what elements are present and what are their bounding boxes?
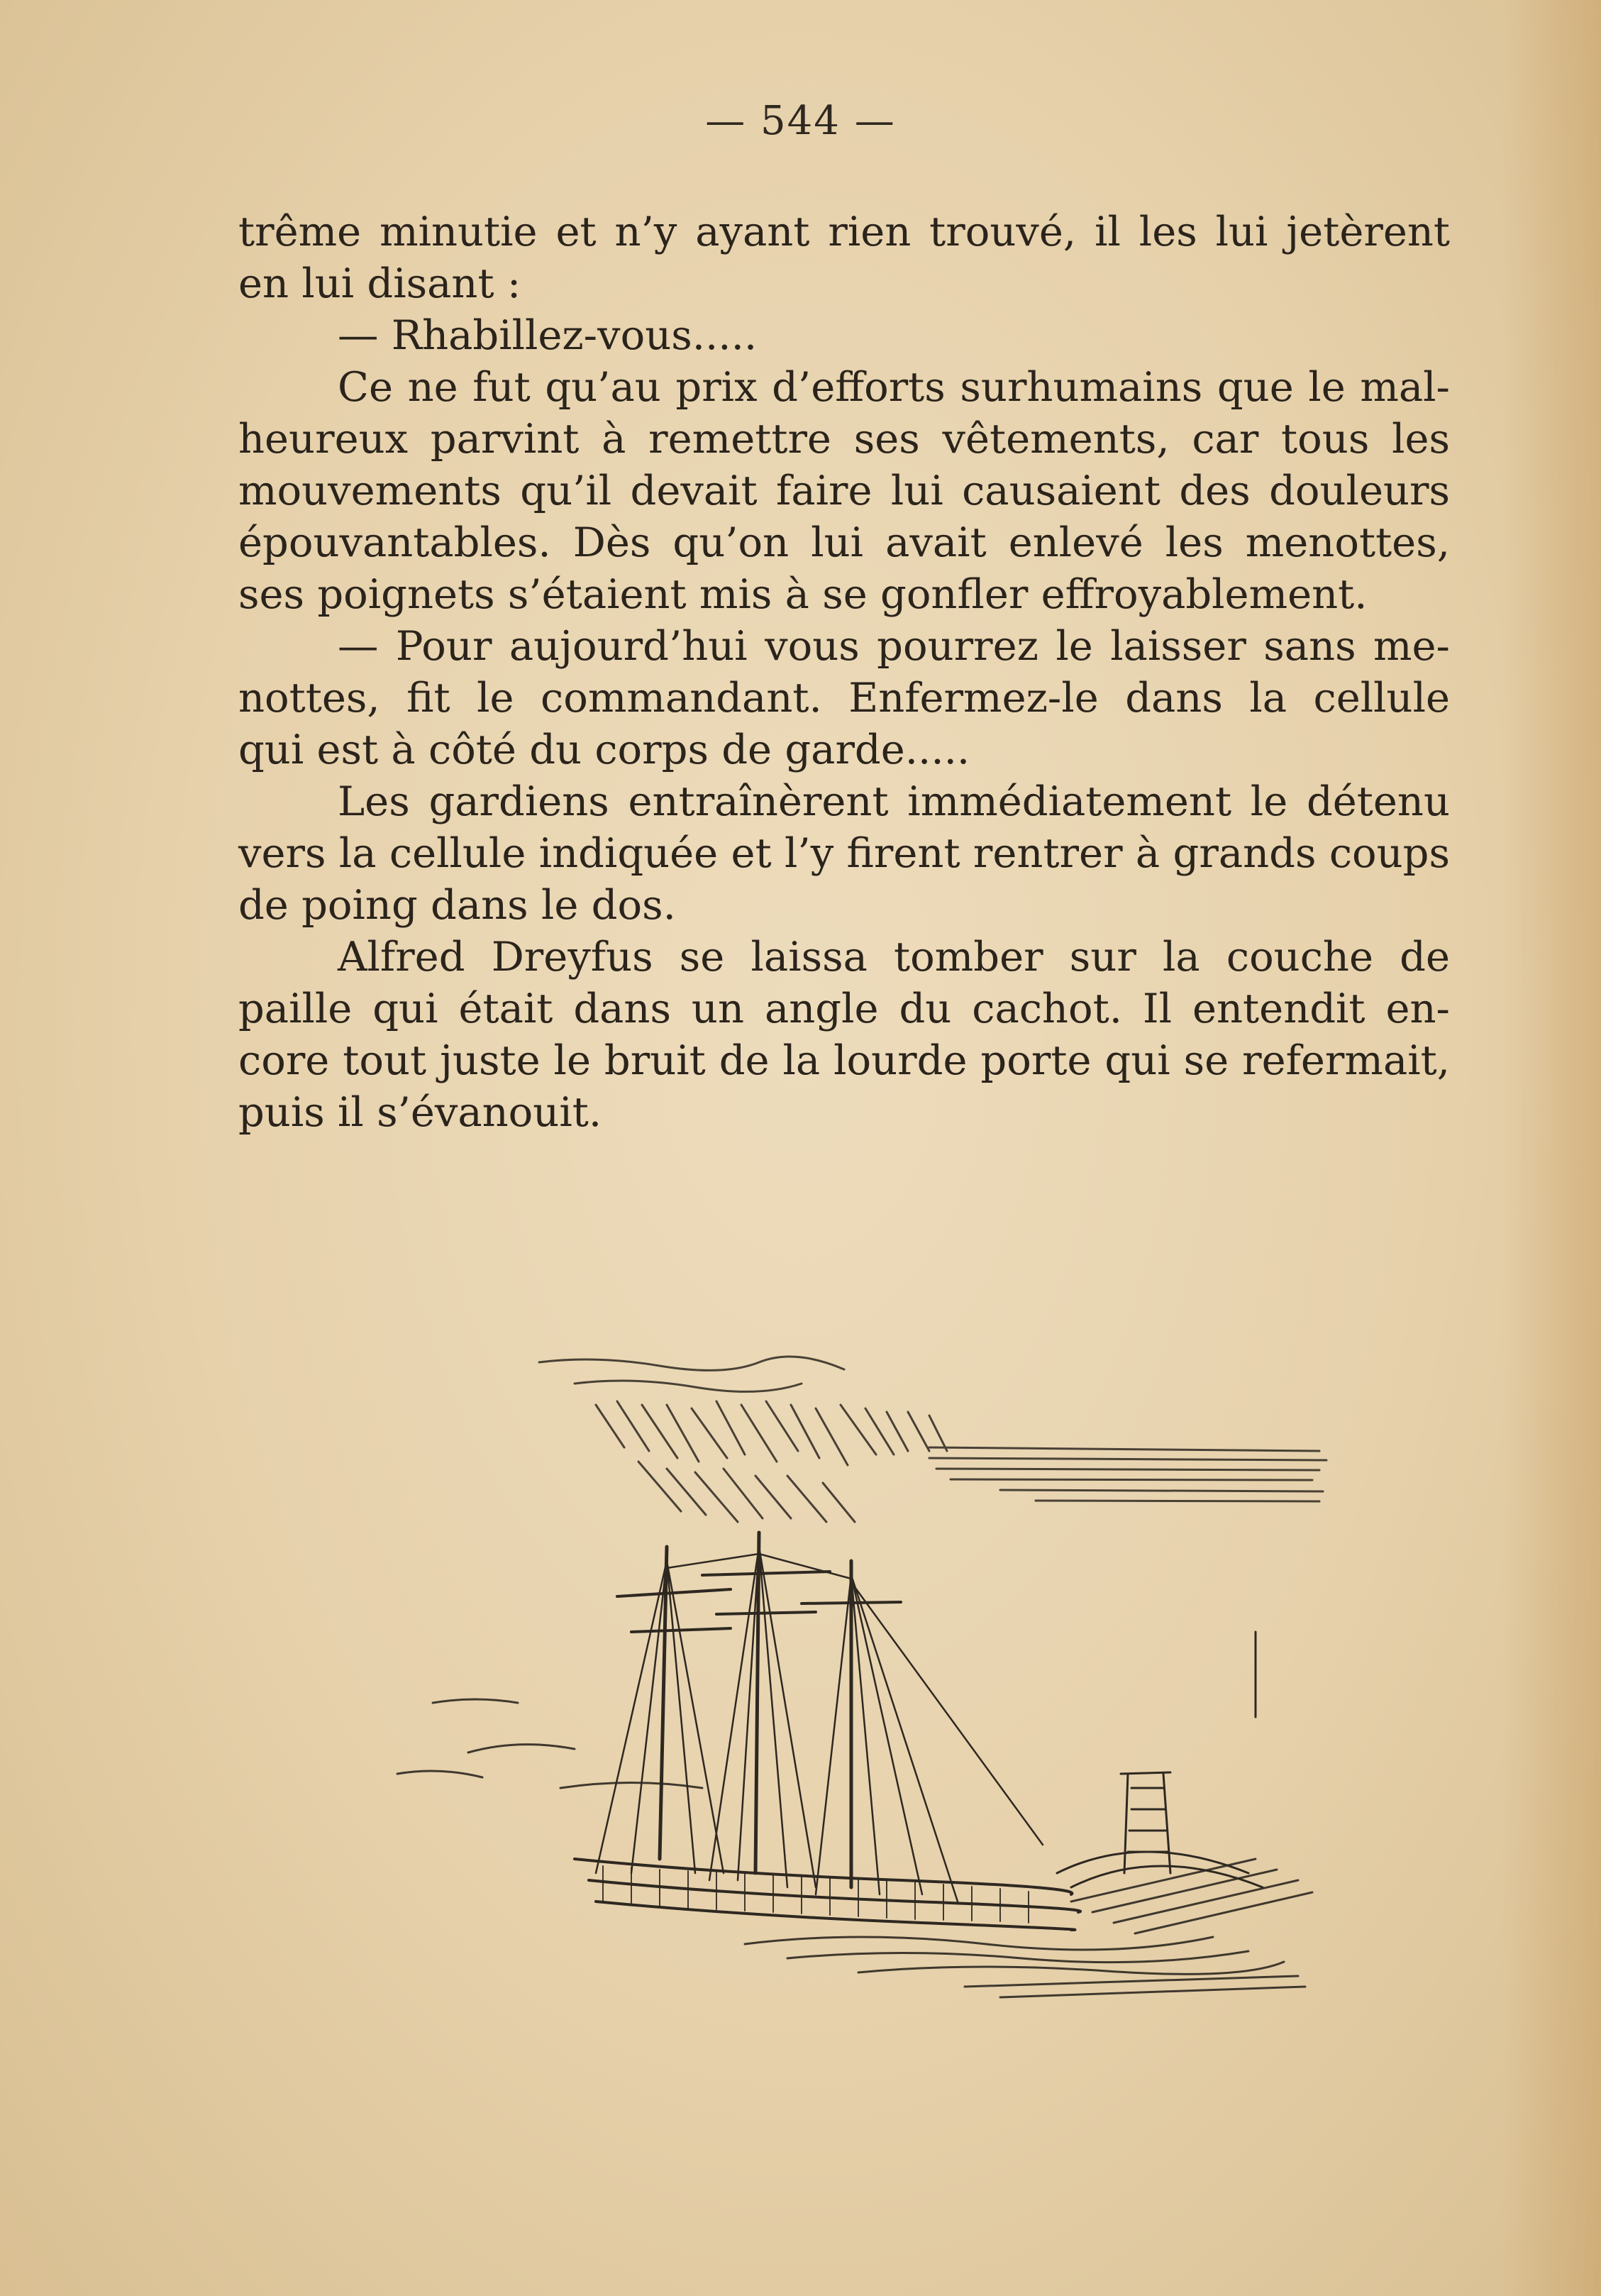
- text-line: — Rhabillez-vous.....: [338, 311, 758, 359]
- text-line: épouvantables. Dès qu’on lui avait enlevé les menottes,: [238, 519, 1450, 566]
- text-line: qui est à côté du corps de garde.....: [238, 726, 970, 773]
- page-edge-shadow: [1502, 0, 1601, 2296]
- text-line: heureux parvint à remettre ses vêtements, car tous les: [238, 415, 1450, 463]
- text-line: vers la cellule indiquée et l’y firent rentrer à grands coups: [238, 829, 1450, 877]
- text-line: Les gardiens entraînèrent immédiatement le détenu: [338, 778, 1450, 825]
- text-line: trême minutie et n’y ayant rien trouvé, il les lui jetèrent: [238, 208, 1450, 255]
- text-line: ses poignets s’étaient mis à se gonfler effroyablement.: [238, 570, 1368, 618]
- text-line: puis il s’évanouit.: [238, 1088, 602, 1136]
- text-line: — Pour aujourd’hui vous pourrez le laisser sans me-: [338, 622, 1450, 670]
- text-line: nottes, fit le commandant. Enfermez-le dans la cellule: [238, 674, 1450, 722]
- body-text: [238, 206, 1450, 1138]
- text-line: Ce ne fut qu’au prix d’efforts surhumains que le mal-: [338, 363, 1450, 411]
- text-line: Alfred Dreyfus se laissa tomber sur la couche de: [338, 933, 1450, 981]
- text-line: de poing dans le dos.: [238, 881, 676, 929]
- text-line: en lui disant :: [238, 260, 521, 307]
- text-line: core tout juste le bruit de la lourde porte qui se refermait,: [238, 1037, 1450, 1084]
- sailing-ship-engraving-icon: [362, 1334, 1390, 2008]
- page-number: — 544 —: [705, 98, 896, 144]
- text-line: paille qui était dans un angle du cachot. Il entendit en-: [238, 985, 1450, 1032]
- text-line: mouvements qu’il devait faire lui causaient des douleurs: [238, 467, 1450, 514]
